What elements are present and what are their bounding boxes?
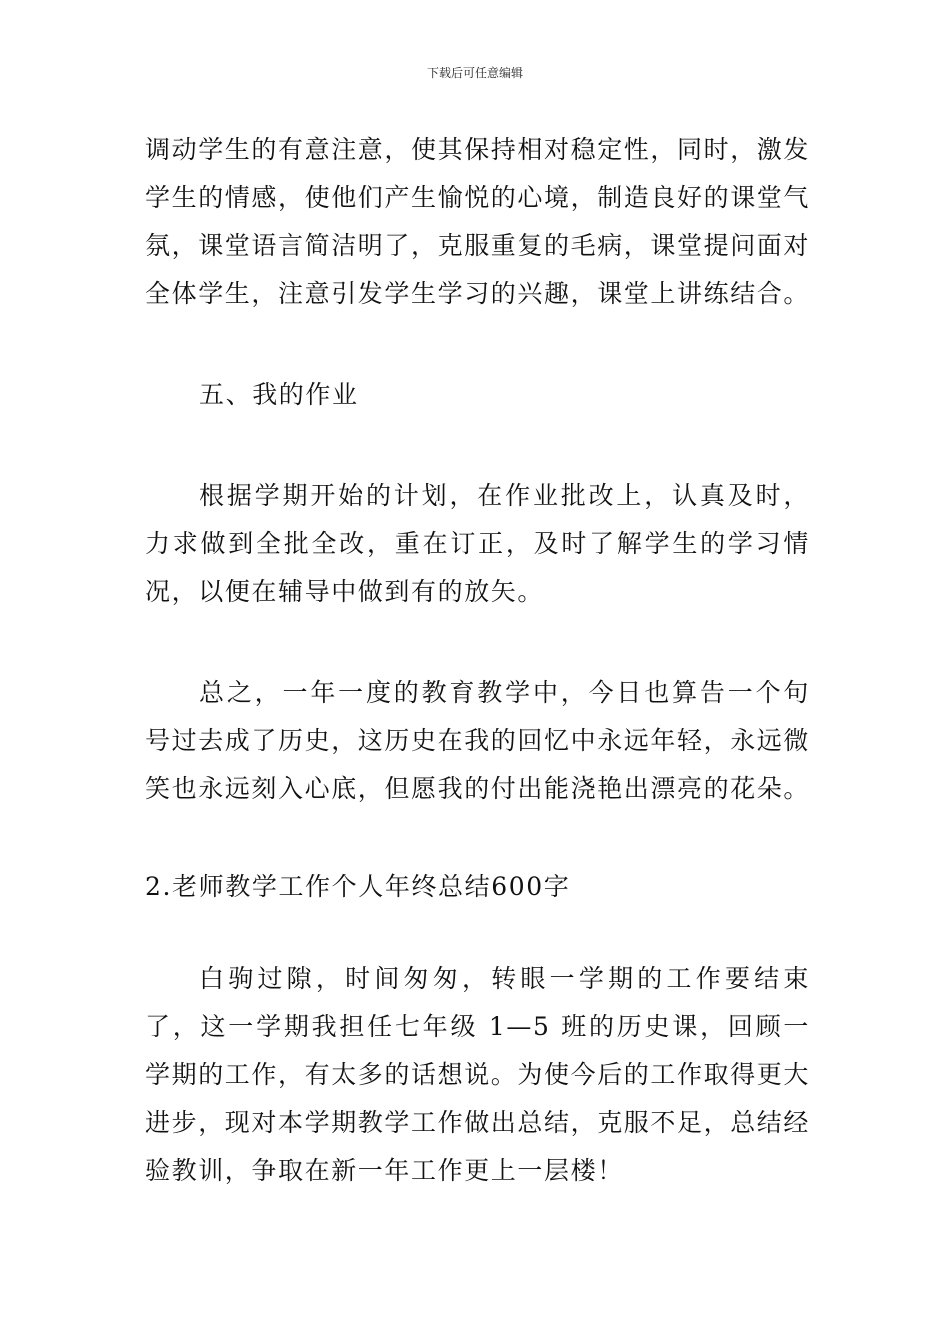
page-header: 下载后可任意编辑 — [426, 66, 523, 80]
paragraph-conclusion: 总之，一年一度的教育教学中，今日也算告一个句号过去成了历史，这历史在我的回忆中永远年轻，永远微笑也永远刻入心底，但愿我的付出能浇艳出漂亮的花朵。 — [145, 678, 811, 803]
paragraph-classroom-atmosphere: 调动学生的有意注意，使其保持相对稳定性，同时，激发学生的情感，使他们产生愉悦的心境，制造良好的课堂气氛，课堂语言简洁明了，克服重复的毛病，课堂提问面对全体学生，注意引发学生学习的兴趣，课堂上讲练结合。 — [145, 135, 811, 308]
section-heading-homework: 五、我的作业 — [199, 380, 359, 409]
paragraph-semester-review: 白驹过隙，时间匆匆，转眼一学期的工作要结束了，这一学期我担任七年级 1—5 班的历史课，回顾一学期的工作，有太多的话想说。为使今后的工作取得更大进步，现对本学期教学工作做出总结，克服不足，总结经验教训，争取在新一年工作更上一层楼！ — [145, 964, 811, 1185]
section-title-summary-2: 2.老师教学工作个人年终总结600字 — [145, 872, 571, 901]
document-body — [145, 126, 810, 1195]
paragraph-homework-plan: 根据学期开始的计划，在作业批改上，认真及时，力求做到全批全改，重在订正，及时了解学生的学习情况，以便在辅导中做到有的放矢。 — [145, 481, 810, 606]
